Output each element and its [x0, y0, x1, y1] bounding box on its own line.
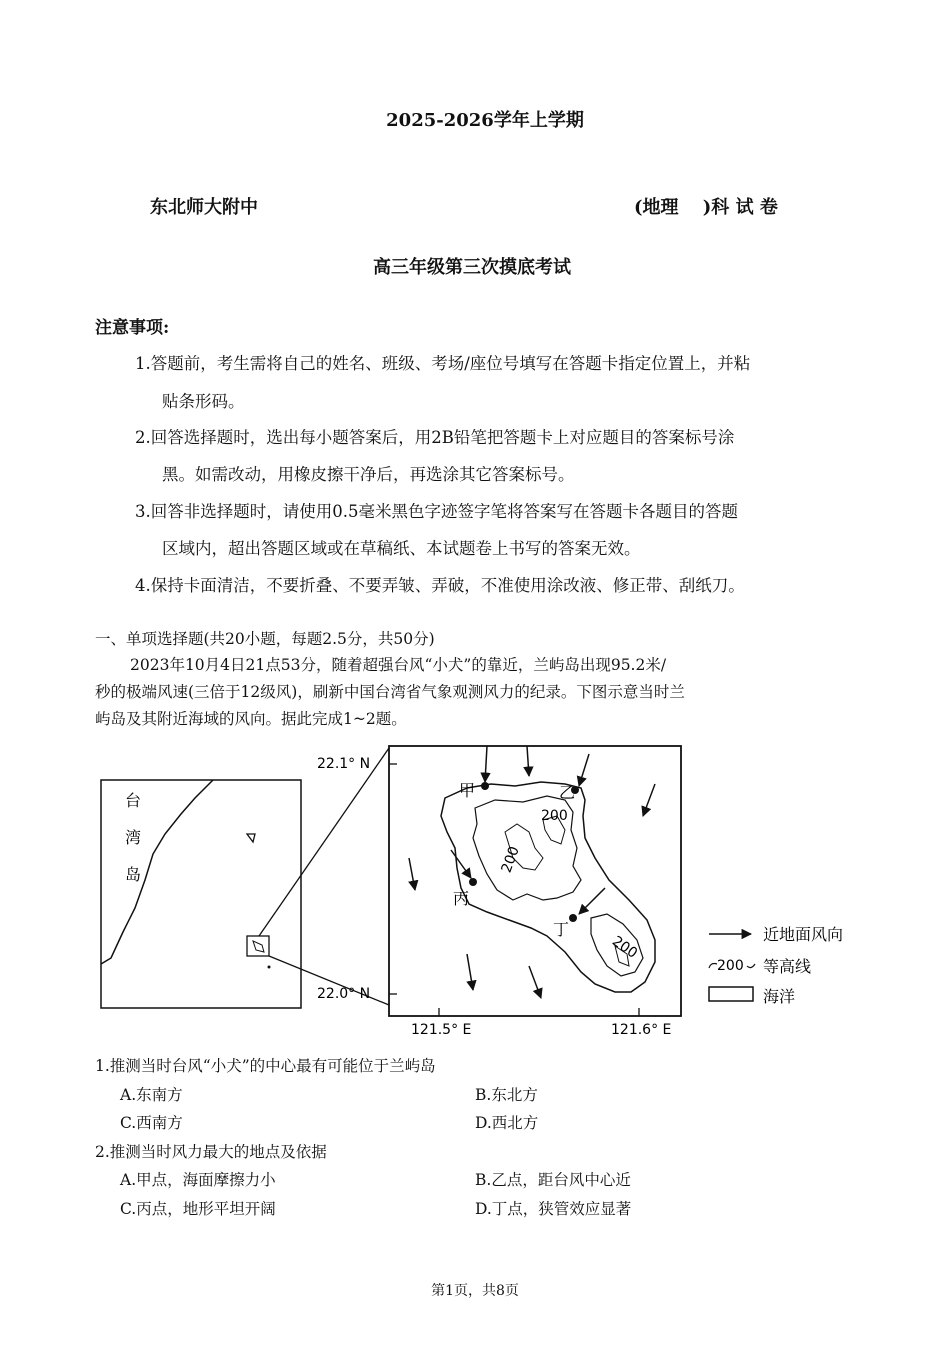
contour-label-1: 200 — [541, 808, 568, 824]
subject-title: (地理 )科 试 卷 — [634, 197, 778, 218]
intro-line-3: 屿岛及其附近海域的风向。据此完成1~2题。 — [95, 710, 407, 728]
notice-item-2-line2: 黑。如需改动，用橡皮擦干净后，再选涂其它答案标号。 — [162, 465, 575, 484]
legend-ocean-swatch — [709, 987, 753, 1001]
typhoon-wind-map — [95, 740, 865, 1040]
legend-contour-label: 等高线 — [763, 957, 812, 976]
notice-title: 注意事项: — [95, 318, 170, 338]
question-1-option-a[interactable]: A.东南方 — [120, 1086, 183, 1104]
legend-ocean-label: 海洋 — [763, 987, 796, 1006]
taiwan-label-2: 湾 — [125, 828, 142, 847]
page-footer: 第1页，共8页 — [431, 1283, 519, 1299]
notice-item-2-line1: 2.回答选择题时，选出每小题答案后，用2B铅笔把答题卡上对应题目的答案标号涂 — [135, 428, 735, 447]
lon-left-label: 121.5° E — [411, 1022, 472, 1038]
notice-item-1-line1: 1.答题前，考生需将自己的姓名、班级、考场/座位号填写在答题卡指定位置上，并粘 — [135, 354, 751, 373]
intro-line-2: 秒的极端风速(三倍于12级风)，刷新中国台湾省气象观测风力的纪录。下图示意当时兰 — [95, 683, 685, 701]
question-2-option-c[interactable]: C.丙点，地形平坦开阔 — [120, 1200, 276, 1218]
point-jia — [481, 782, 489, 790]
section-heading: 一、单项选择题(共20小题，每题2.5分，共50分) — [95, 630, 435, 648]
exam-year-term: 2025-2026学年上学期 — [386, 110, 584, 131]
notice-item-3-line1: 3.回答非选择题时，请使用0.5毫米黑色字迹签字笔将答案写在答题卡各题目的答题 — [135, 502, 738, 521]
question-1-option-d[interactable]: D.西北方 — [475, 1114, 539, 1132]
question-1-option-b[interactable]: B.东北方 — [475, 1086, 538, 1104]
notice-item-1-line2: 贴条形码。 — [162, 392, 245, 411]
contour-label-3: 200 — [609, 933, 641, 962]
question-2-option-b[interactable]: B.乙点，距台风中心近 — [475, 1171, 631, 1189]
exam-name: 高三年级第三次摸底考试 — [373, 257, 571, 278]
taiwan-inset-frame — [101, 780, 301, 1008]
school-name: 东北师大附中 — [150, 197, 258, 218]
point-bing — [469, 878, 477, 886]
question-2-stem: 2.推测当时风力最大的地点及依据 — [95, 1143, 327, 1161]
point-ding — [569, 914, 577, 922]
lat-top-label: 22.1° N — [317, 756, 371, 772]
point-jia-label: 甲 — [459, 781, 476, 800]
question-2-option-a[interactable]: A.甲点，海面摩擦力小 — [120, 1171, 276, 1189]
point-yi-label: 乙 — [559, 783, 576, 802]
question-1-stem: 1.推测当时台风“小犬”的中心最有可能位于兰屿岛 — [95, 1057, 436, 1075]
small-islet-dot — [268, 966, 271, 969]
notice-item-4-line1: 4.保持卡面清洁，不要折叠、不要弄皱、弄破，不准使用涂改液、修正带、刮纸刀。 — [135, 576, 745, 595]
contour-label-2: 200 — [498, 844, 523, 875]
taiwan-label-3: 岛 — [125, 865, 142, 884]
taiwan-label-1: 台 — [125, 791, 142, 810]
notice-item-3-line2: 区域内，超出答题区域或在草稿纸、本试题卷上书写的答案无效。 — [162, 539, 641, 558]
point-ding-label: 丁 — [553, 920, 570, 939]
legend-contour-symbol: 200 — [717, 958, 744, 974]
question-2-option-d[interactable]: D.丁点，狭管效应显著 — [475, 1200, 632, 1218]
legend-wind-label: 近地面风向 — [763, 925, 844, 944]
question-1-option-c[interactable]: C.西南方 — [120, 1114, 183, 1132]
lon-right-label: 121.6° E — [611, 1022, 672, 1038]
intro-line-1: 2023年10月4日21点53分，随着超强台风“小犬”的靠近，兰屿岛出现95.2米/ — [130, 656, 667, 674]
point-bing-label: 丙 — [453, 889, 470, 908]
lat-bottom-label: 22.0° N — [317, 986, 371, 1002]
